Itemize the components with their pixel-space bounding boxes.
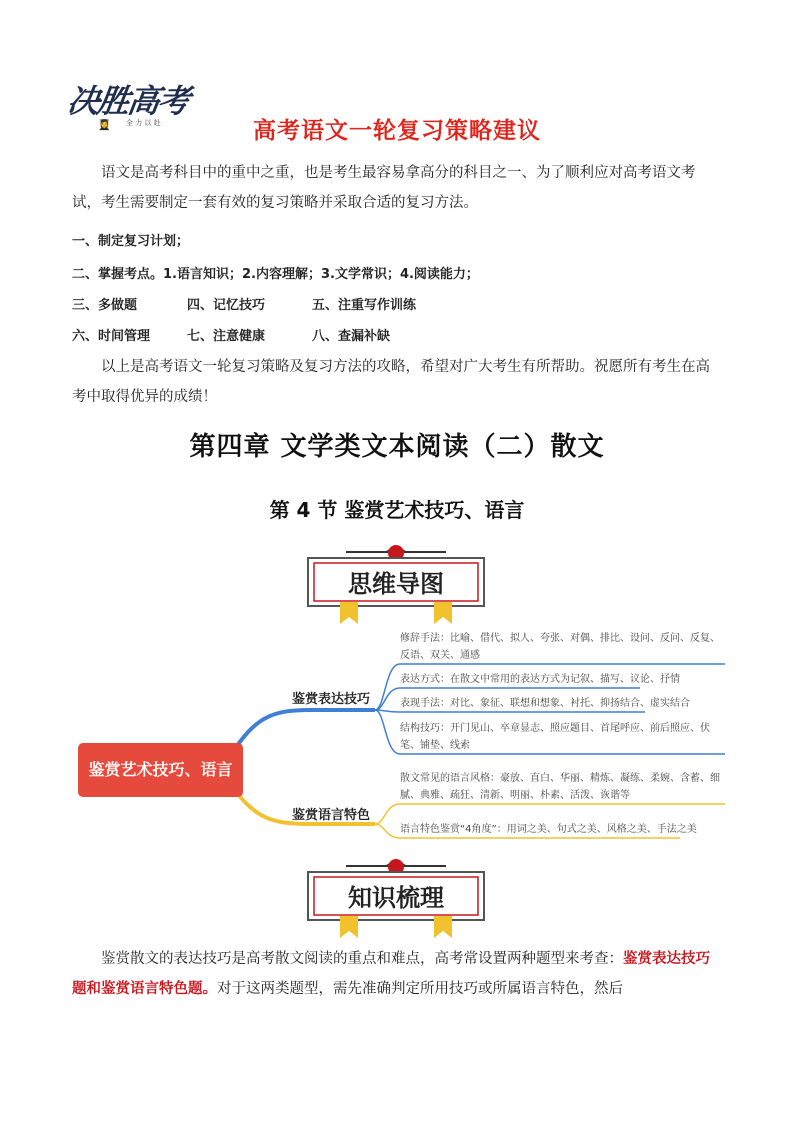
- document-title: 高考语文一轮复习策略建议: [253, 118, 541, 144]
- mindmap-banner: [306, 544, 486, 618]
- body-highlight: 鉴赏表达技巧题和鉴赏语言特色题。: [72, 950, 710, 997]
- leaf-four-angles: 语言特色鉴赏“4角度”：用词之美、句式之美、风格之美、手法之美: [400, 824, 697, 835]
- logo-text: 决胜高考: [65, 82, 191, 120]
- plan-item-4: 四、记忆技巧: [187, 298, 266, 313]
- mindmap-root: 鉴赏艺术技巧、语言: [78, 743, 243, 797]
- leaf-language-style: 散文常见的语言风格：豪放、直白、华丽、精炼、凝练、柔婉、含蓄、细腻、典雅、疏狂、清新、明丽、朴素、活泼、诙谐等: [400, 773, 720, 801]
- branch-expression-techniques: 鉴赏表达技巧: [292, 692, 371, 707]
- branch-language-features: 鉴赏语言特色: [292, 808, 371, 823]
- banner-label: 思维导图: [348, 570, 444, 598]
- plan-item-8: 八、查漏补缺: [312, 329, 391, 344]
- plan-line-2: 二、掌握考点。1.语言知识；2.内容理解；3.文学常识；4.阅读能力；: [72, 267, 479, 282]
- mind-map: [70, 628, 730, 848]
- body-text-2: 对于这两类题型，需先准确判定所用技巧或所属语言特色，然后: [217, 981, 623, 997]
- knowledge-banner: [306, 858, 486, 932]
- chapter-title: 第四章 文学类文本阅读（二）散文: [189, 432, 605, 462]
- plan-item-7: 七、注意健康: [187, 329, 266, 344]
- banner-label: 知识梳理: [348, 884, 444, 912]
- students-icon: 👩‍🎓: [98, 120, 111, 131]
- body-paragraph: [72, 944, 722, 1004]
- leaf-performance: 表现手法：对比、象征、联想和想象、衬托、抑扬结合、虚实结合: [400, 698, 690, 709]
- leaf-structure: 结构技巧：开门见山、卒章显志、照应题目、首尾呼应、前后照应、伏笔、铺垫、线索: [400, 723, 710, 751]
- plan-item-6: 六、时间管理: [72, 329, 151, 344]
- plan-row-3: [72, 294, 416, 313]
- leaf-expression-mode: 表达方式：在散文中常用的表达方式为记叙、描写、议论、抒情: [400, 674, 680, 685]
- closing-paragraph: 以上是高考语文一轮复习策略及复习方法的攻略，希望对广大考生有所帮助。祝愿所有考生在高考中取得优异的成绩！: [72, 359, 710, 405]
- plan-line-1: 一、制定复习计划；: [72, 234, 190, 249]
- plan-item-5: 五、注重写作训练: [312, 298, 417, 313]
- section-title: 第 4 节 鉴赏艺术技巧、语言: [269, 498, 525, 522]
- leaf-rhetoric: 修辞手法：比喻、借代、拟人、夸张、对偶、排比、设问、反问、反复、反语、双关、通感: [400, 633, 720, 661]
- body-text-1: 鉴赏散文的表达技巧是高考散文阅读的重点和难点，高考常设置两种题型来考查：: [101, 951, 623, 967]
- plan-item-3: 三、多做题: [72, 298, 138, 313]
- plan-row-4: [72, 325, 390, 344]
- logo-subtext: 全 力 以 赴: [126, 119, 161, 127]
- intro-paragraph: 语文是高考科目中的重中之重，也是考生最容易拿高分的科目之一、为了顺利应对高考语文考试，考生需要制定一套有效的复习策略并采取合适的复习方法。: [72, 165, 696, 211]
